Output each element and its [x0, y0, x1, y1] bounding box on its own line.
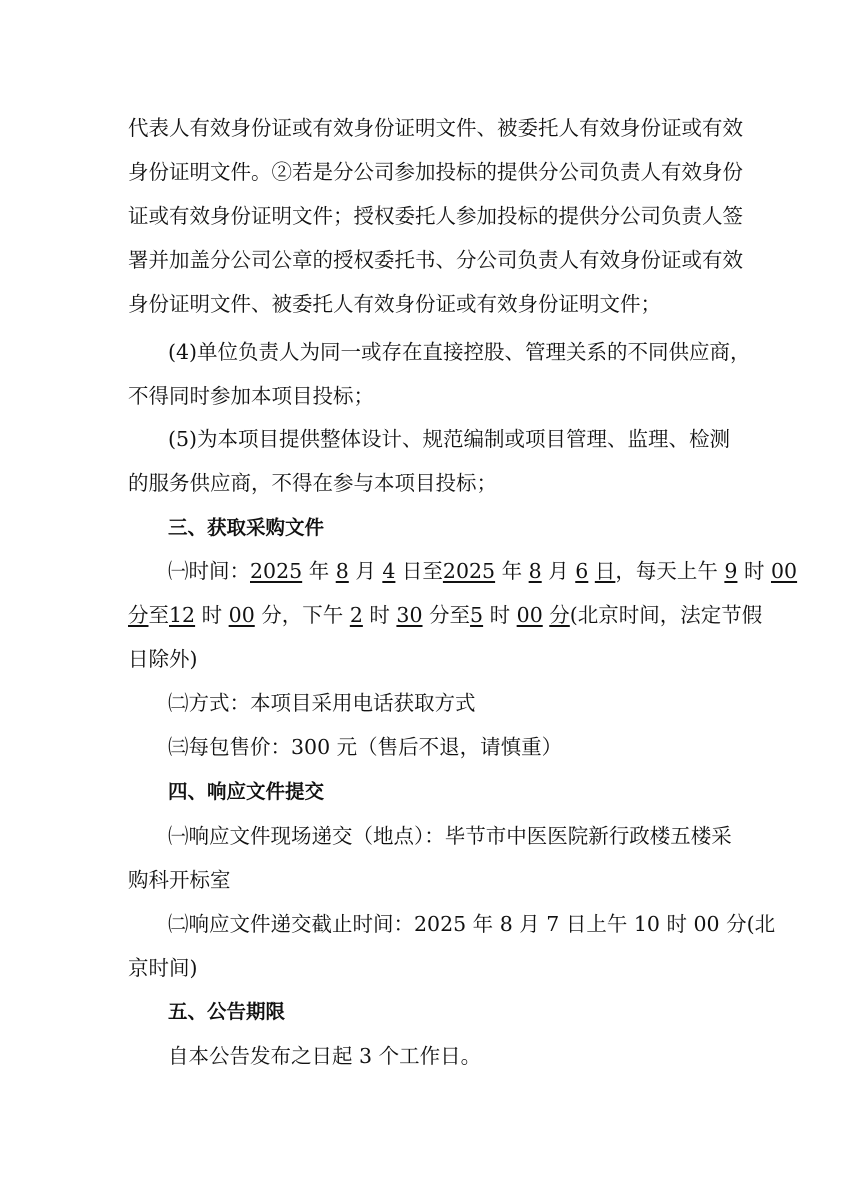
start-month: 8	[335, 559, 349, 583]
end-month: 8	[528, 559, 542, 583]
end-day: 6	[575, 559, 589, 583]
para-2-line-1: (4)单位负责人为同一或存在直接控股、管理关系的不同供应商，	[168, 340, 751, 364]
para-1-line-1: 代表人有效身份证或有效身份证明文件、被委托人有效身份证或有效	[128, 116, 743, 140]
para-2-line-2: 不得同时参加本项目投标；	[128, 384, 374, 408]
start-year: 2025	[250, 559, 303, 583]
para-1-line-4: 署并加盖分公司公章的授权委托书、分公司负责人有效身份证或有效	[128, 248, 743, 272]
para-3-line-2: 的服务供应商，不得在参与本项目投标；	[128, 471, 497, 495]
end-year: 2025	[442, 559, 496, 583]
section-heading-5: 五、公告期限	[168, 1000, 286, 1023]
morning-end-hour: 12	[169, 603, 196, 627]
submit-line-1: ㈠响应文件现场递交（地点）：毕节市中医医院新行政楼五楼采	[168, 824, 732, 848]
afternoon-label: 分，下午	[261, 603, 344, 627]
daily-morning-label: ，每天上午	[615, 559, 718, 583]
time-line-1	[168, 557, 798, 585]
unit-month: 月	[548, 559, 569, 583]
start-day: 4	[382, 559, 396, 583]
afternoon-end-minute: 00	[516, 603, 543, 627]
unit-day: 日	[594, 559, 616, 583]
time-line-2	[128, 601, 762, 629]
afternoon-start-hour: 2	[349, 603, 363, 627]
method-line: ㈡方式：本项目采用电话获取方式	[168, 691, 476, 715]
unit-year: 年	[308, 559, 330, 583]
afternoon-end-hour: 5	[470, 603, 484, 627]
para-1-line-5: 身份证明文件、被委托人有效身份证或有效身份证明文件；	[128, 292, 661, 316]
submit-line-2: 购科开标室	[128, 868, 231, 892]
para-3-line-1: (5)为本项目提供整体设计、规范编制或项目管理、监理、检测	[168, 427, 731, 451]
para-1-line-2: 身份证明文件。②若是分公司参加投标的提供分公司负责人有效身份	[128, 160, 743, 184]
unit-day-to: 日至	[401, 559, 443, 583]
section-heading-4: 四、响应文件提交	[168, 780, 325, 803]
beijing-time-note: (北京时间，法定节假	[569, 603, 763, 627]
unit-hour: 时	[489, 603, 511, 627]
period-line: 自本公告发布之日起 3 个工作日。	[168, 1044, 482, 1068]
morning-end-minute: 00	[228, 603, 255, 627]
unit-hour: 时	[201, 603, 223, 627]
deadline-line-1: ㈡响应文件递交截止时间：2025 年 8 月 7 日上午 10 时 00 分(北	[168, 912, 776, 936]
unit-minute: 分	[549, 603, 570, 627]
unit-minute: 分	[128, 603, 149, 627]
deadline-line-2: 京时间)	[128, 956, 198, 980]
unit-minute-to: 分至	[429, 603, 471, 627]
unit-year: 年	[501, 559, 523, 583]
morning-start-minute: 00	[770, 559, 798, 583]
unit-month: 月	[355, 559, 376, 583]
unit-hour: 时	[369, 603, 390, 627]
morning-start-hour: 9	[724, 559, 738, 583]
afternoon-start-minute: 30	[396, 603, 423, 627]
section-heading-3: 三、获取采购文件	[168, 516, 325, 539]
time-line-3: 日除外)	[128, 647, 198, 671]
to-label: 至	[148, 603, 169, 627]
time-label: ㈠时间：	[168, 559, 250, 583]
unit-hour: 时	[743, 559, 765, 583]
para-1-line-3: 证或有效身份证明文件；授权委托人参加投标的提供分公司负责人签	[128, 204, 743, 228]
price-line: ㈢每包售价：300 元（售后不退，请慎重）	[168, 735, 563, 759]
